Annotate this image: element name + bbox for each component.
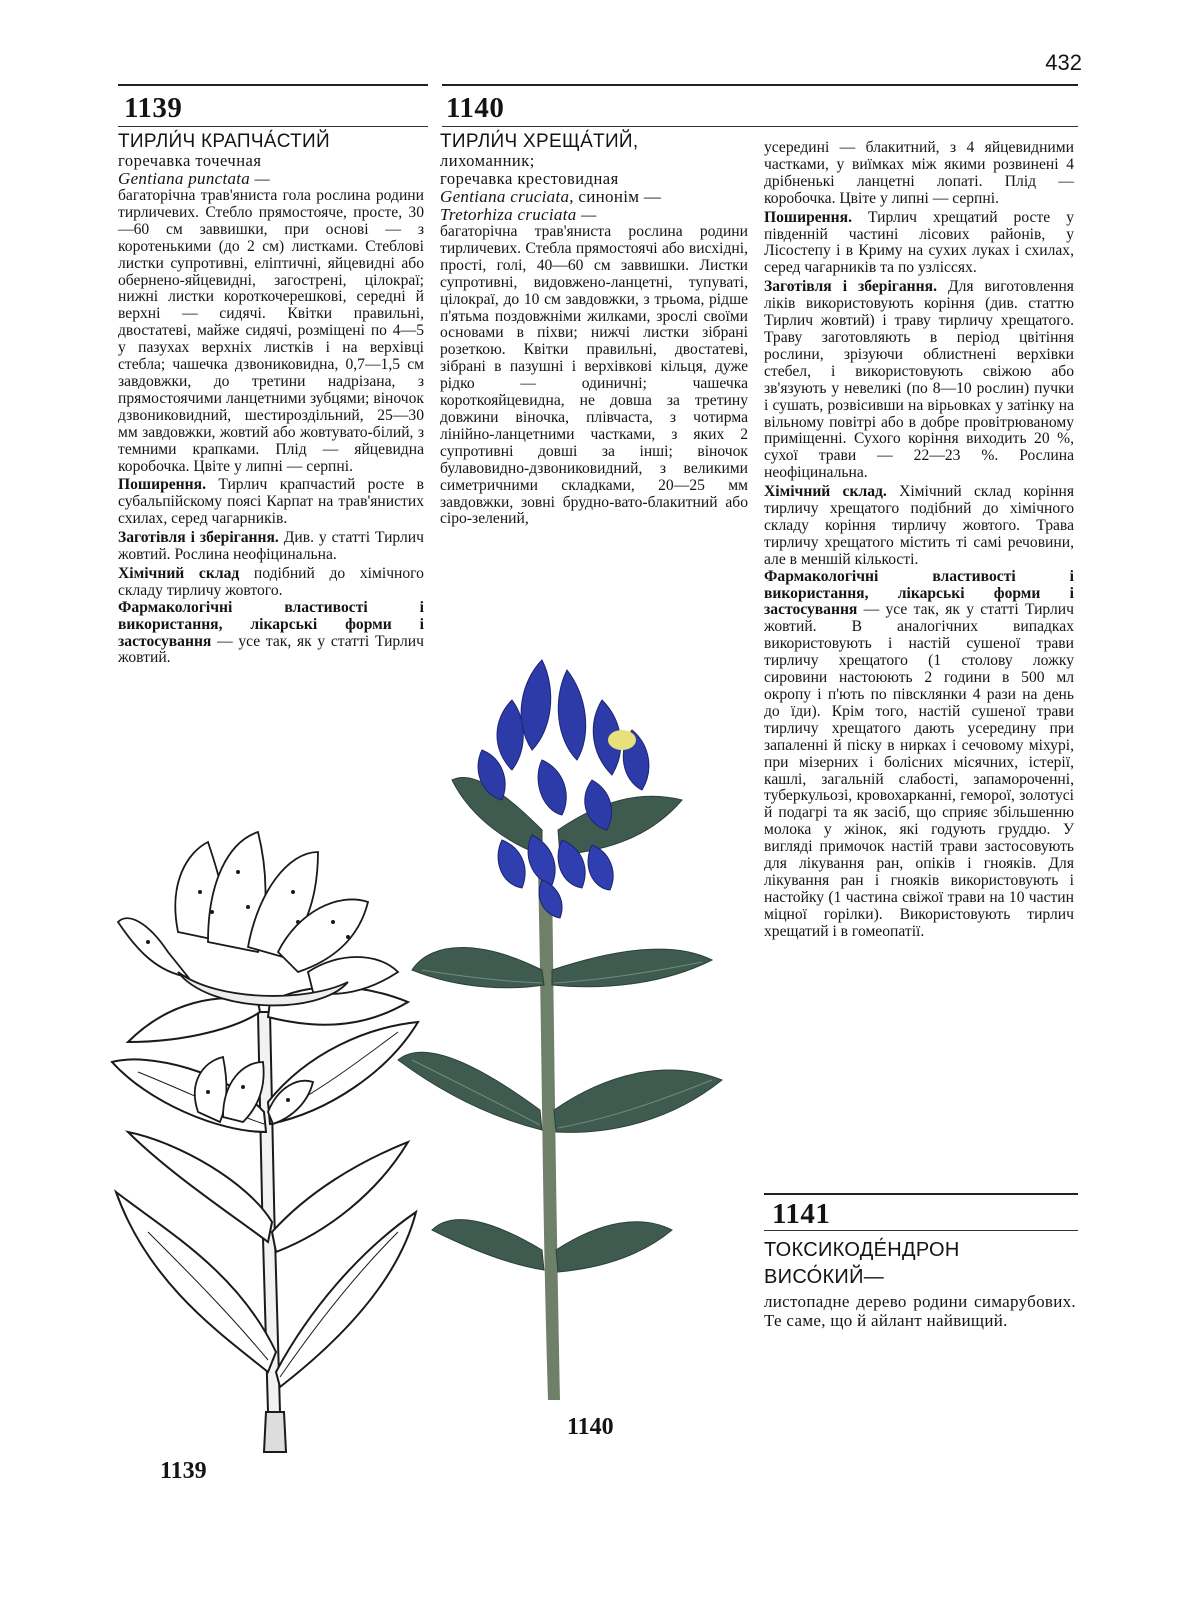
chem-text: Хімічний склад коріння тирличу хрещатого подібний до хімічного складу коріння тирличу жовтого. Трава тирличу хрещатого містить ті самі речовини, але в меншій кількості. (764, 483, 1074, 568)
illustration-1139 (108, 812, 420, 1462)
russian-name: горечавка точечная (118, 151, 262, 170)
harvest-text: Для виготовлення ліків використовують коріння (див. статтю Тирлич жовтий) і траву тирличу хрещатого. Траву заготовляють в період цвітіння рослини, зрізуючи облистнені верхівки стебел, і використовують свіжою або зв'язують у невеликі (по 8—10 рослин) пучки і сушать, розвісивши на вірьовках у затінку на вільному повітрі або в добре провітрюваному приміщенні. Сухого коріння виходить 20 %, сухої трави — 22—23 %. Рослина неофіцинальна. (764, 278, 1074, 482)
chem-label: Хімічний склад (118, 564, 240, 582)
illustration-1140 (392, 640, 742, 1420)
entry-title: ТИРЛИ́Ч ХРЕЩА́ТИЙ, (440, 131, 639, 152)
page-number: 432 (1045, 50, 1082, 75)
entry-rule-1139 (118, 126, 428, 127)
pharm-text: — усе так, як у статті Тирлич жовтий. В аналогічних випадках використовують і настій сушеної трави тирличу хрещатого (1 столову ложку сировини настоюють 2 години в 500 мл окропу і п'ють по півсклянки 4 рази на день до їди). Крім того, настій сушеної трави тирличу хрещатого дають усередину при запаленні й піску в нирках і сечовому міхурі, при мізерних і болісних місячних, істерії, кашлі, загальній слабості, запамороченні, туберкульозі, кровохарканні, геморої, золотусі й подагрі та як засіб, що сприяє збільшенню молока у жінок, які годують груддю. У вигляді примочок настій трави застосовують для лікування ран, опіків і гнояків. Для лікування ран і гнояків використовують і настойку (1 частина свіжої трави на 10 частин міцної горілки). Використовують тирлич хрещатий і в гомеопатії. (764, 601, 1074, 940)
latin-name: Gentiana cruciata, (440, 187, 574, 206)
latin-synonym: Tretorhiza cruciata — (440, 205, 597, 224)
description-continued: усередині — блакитний, з 4 яйцевидними частками, у виїмках між якими розвинені 4 дрібненькі ланцетні лопаті. Плід — коробочка. Цвіте у липні — серпні. (764, 139, 1074, 207)
entry-title-line2: ВИСО́КИЙ— (764, 1266, 885, 1288)
chem-text: подібний до хімічного складу тирличу жовтого. (118, 564, 424, 599)
entry-1140-continued (764, 140, 1074, 941)
distribution-text: Тирлич хрещатий росте у південній частині лісових районів, у Лісостепу і в Криму на сухих луках і схилах, серед чагарників та по узліссях. (764, 208, 1074, 277)
harvest-label: Заготівля і зберігання. (118, 529, 279, 547)
synonym-word: синонім — (578, 187, 662, 206)
latin-name: Gentiana punctata — (118, 169, 271, 188)
harvest-paragraph (764, 279, 1074, 482)
chem-label: Хімічний склад. (764, 483, 887, 501)
description: багаторічна трав'яниста гола рослина родини тирличевих. Стебло прямостояче, просте, 30—60 см заввишки, при основі — з коротенькими (до 2 см) листками. Стеблові листки супротивні, еліптичні, яйцевидні або обернено-яйцевидні, загострені, цілокраї; нижні листки короткочерешкові, середні й верхні — сидячі. Квітки правильні, двостатеві, майже сидячі, розміщені по 4—5 у пазухах верхніх листків і на верхівці стебла; чашечка дзвониковидна, 0,7—1,5 см завдовжки, до третини надрізана, з прямостоячими ланцетними зубцями; віночок дзвониковидний, шестироздільний, 25—30 мм завдовжки, жовтий або жовтувато-білий, з темними крапками. Плід — яйцевидна коробочка. Цвіте у липні — серпні. (118, 187, 424, 475)
description: багаторічна трав'яниста рослина родини тирличевих. Стебла прямостоячі або висхідні, прості, голі, 40—60 см заввишки. Листки супротивні, видовжено-ланцетні, тупуваті, цілокраї, до 10 см завдовжки, з трьома, рідше п'ятьма поздовжніми жилками, зрослі своїми основами в піхви; нижчі листки зібрані розеткою. Квітки правильні, двостатеві, зібрані в пазушні і верхівкові кільця, дуже рідко — одиничні; чашечка короткояйцевидна, не довша за третину довжини віночка, плівчаста, з чотирма лінійно-ланцетними частками, з яких 2 супротивні довші за інші; віночок булавовидно-дзвониковидний, з великими симетричними складками, 20—25 мм завдовжки, зовні брудно-вато-блакитний або сіро-зелений, (440, 223, 748, 528)
entry-1139-text (118, 132, 424, 667)
pharm-paragraph (764, 569, 1074, 941)
distribution-label: Поширення. (764, 208, 852, 226)
latin-name-line (440, 188, 748, 206)
distribution-paragraph (118, 477, 424, 528)
pharm-paragraph (118, 600, 424, 668)
figure-caption-1140: 1140 (567, 1414, 614, 1440)
harvest-text: Див. у статті Тирлич жовтий. Рослина неофіцинальна. (118, 529, 424, 564)
chem-paragraph (764, 484, 1074, 569)
distribution-paragraph (764, 210, 1074, 278)
entry-number-1141: 1141 (772, 1198, 831, 1230)
header-rule-left (118, 84, 428, 86)
header-rule-right (442, 84, 1078, 86)
entry-1141-text (764, 1238, 1076, 1330)
entry-number-1140: 1140 (446, 92, 505, 124)
pharm-label: Фармакологічні властивості і використання, лікарські форми і застосування (118, 598, 424, 650)
pharm-label: Фармакологічні властивості і використання, лікарські форми і застосування (764, 567, 1074, 619)
entry-number-1139: 1139 (124, 92, 183, 124)
entry-rule-1140 (442, 126, 1078, 127)
entry-1140-text (440, 132, 748, 528)
entry-title-line1: ТОКСИКОДЕ́НДРОН (764, 1239, 960, 1261)
description: листопадне дерево родини симарубових. Те саме, що й айлант найвищий. (764, 1292, 1076, 1330)
entry-rule-1141-top (764, 1193, 1078, 1195)
harvest-paragraph (118, 530, 424, 564)
distribution-text: Тирлич крапчастий росте в субальпійскому поясі Карпат на трав'янистих схилах, серед чагарників. (118, 476, 424, 528)
russian-name: горечавка крестовидная (440, 169, 619, 188)
chem-paragraph (118, 566, 424, 600)
pharm-text: — усе так, як у статті Тирлич жовтий. (118, 632, 424, 667)
figure-caption-1139: 1139 (160, 1458, 207, 1484)
entry-title: ТИРЛИ́Ч КРАПЧА́СТИЙ (118, 131, 330, 152)
entry-rule-1141 (764, 1230, 1078, 1231)
harvest-label: Заготівля і зберігання. (764, 278, 937, 296)
distribution-label: Поширення. (118, 476, 206, 494)
alt-name: лихоманник; (440, 151, 535, 170)
